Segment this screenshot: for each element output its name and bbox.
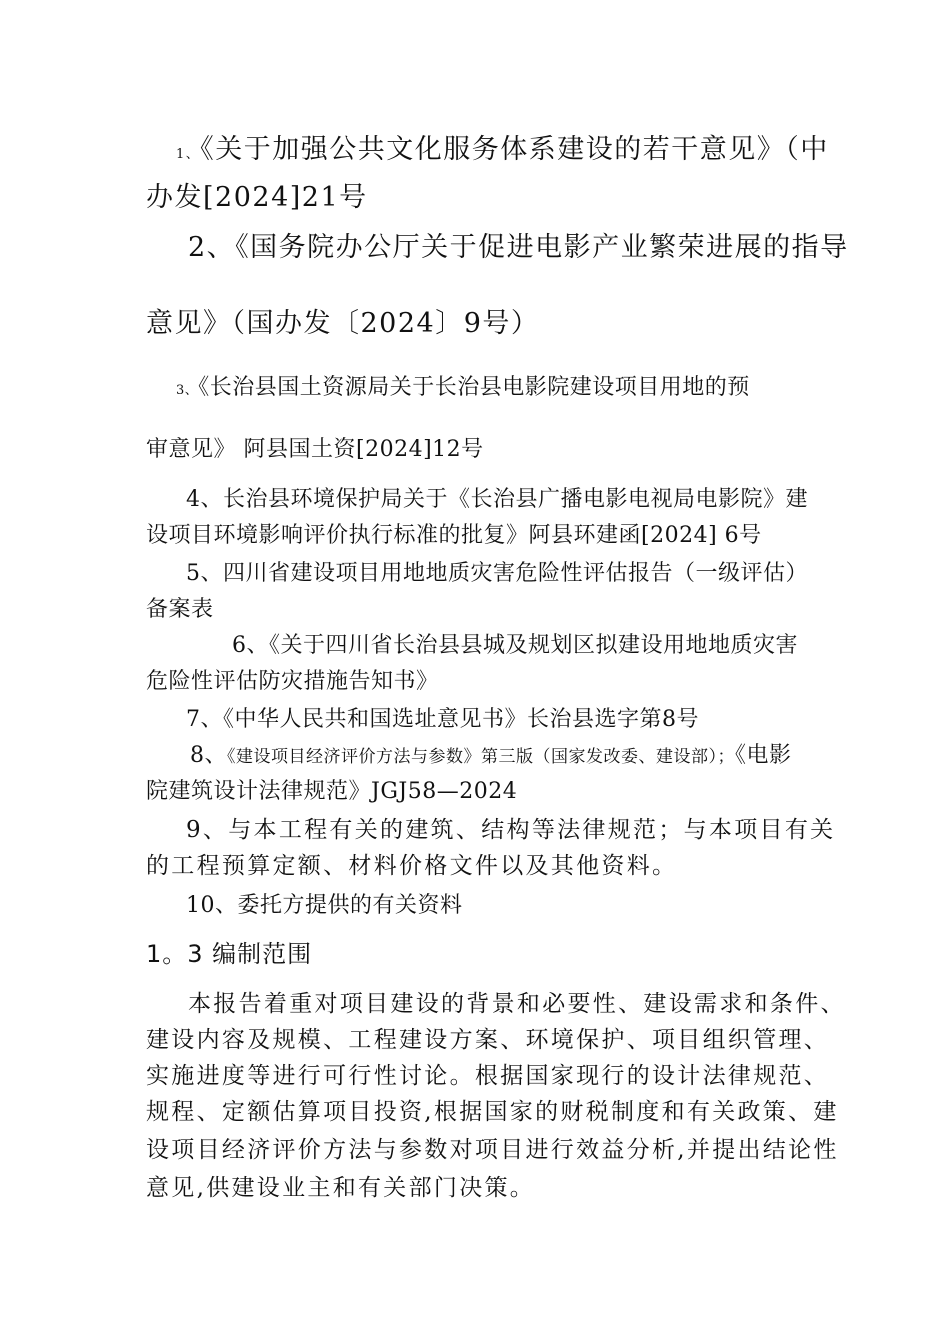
- reference-item-3-text: 《长治县国土资源局关于长治县电影院建设项目用地的预: [198, 375, 750, 400]
- paragraph-line-1: 本报告着重对项目建设的背景和必要性、建设需求和条件、: [188, 991, 846, 1017]
- reference-item-7: 7、《中华人民共和国选址意见书》长治县选字第8号: [186, 707, 699, 732]
- reference-item-1-line-1: [176, 134, 829, 171]
- reference-item-3-line-1: [176, 372, 750, 407]
- reference-item-2-line-1: [188, 232, 849, 264]
- reference-item-9-line-1: 9、与本工程有关的建筑、结构等法律规范；与本项目有关: [186, 817, 836, 843]
- reference-item-3-number: 3、: [176, 383, 199, 398]
- reference-item-2-line-2: 意见》（国办发〔2024〕9号）: [146, 308, 540, 339]
- paragraph-line-5: 设项目经济评价方法与参数对项目进行效益分析,并提出结论性: [146, 1137, 839, 1163]
- paragraph-line-4: 规程、定额估算项目投资,根据国家的财税制度和有关政策、建: [146, 1099, 839, 1125]
- reference-item-4-line-2: 设项目环境影响评价执行标准的批复》阿县环建函[2024] 6号: [146, 523, 762, 548]
- reference-item-8-line-2: 院建筑设计法律规范》JGJ58—2024: [146, 779, 518, 804]
- reference-item-8-number: 8、: [190, 743, 227, 768]
- reference-item-6-line-2: 危险性评估防灾措施告知书》: [146, 669, 439, 694]
- reference-item-8-rest: 《电影: [735, 743, 792, 768]
- reference-item-9-line-2: 的工程预算定额、材料价格文件以及其他资料。: [146, 853, 678, 879]
- reference-item-10: 10、委托方提供的有关资料: [186, 893, 463, 918]
- reference-item-8-line-1: [190, 740, 792, 773]
- reference-item-4-line-1: 4、长治县环境保护局关于《长治县广播电影电视局电影院》建: [186, 487, 808, 512]
- paragraph-line-6: 意见,供建设业主和有关部门决策。: [146, 1175, 536, 1201]
- reference-item-6-line-1: 6、《关于四川省长治县县城及规划区拟建设用地地质灾害: [232, 633, 798, 658]
- reference-item-5-line-1: 5、四川省建设项目用地地质灾害危险性评估报告（一级评估）: [186, 561, 808, 586]
- reference-item-3-line-2: 审意见》 阿县国土资[2024]12号: [146, 437, 484, 462]
- reference-item-5-line-2: 备案表: [146, 597, 214, 622]
- section-heading: 1。3 编制范围: [146, 940, 313, 968]
- paragraph-line-2: 建设内容及规模、工程建设方案、环境保护、项目组织管理、: [146, 1027, 830, 1053]
- paragraph-line-3: 实施进度等进行可行性讨论。根据国家现行的设计法律规范、: [146, 1063, 830, 1089]
- reference-item-8-small-text: 《建设项目经济评价方法与参数》第三版（国家发改委、建设部）；: [227, 747, 735, 767]
- reference-item-2-number: 2、: [188, 232, 236, 263]
- reference-item-1-number: 1、: [176, 147, 201, 162]
- reference-item-1-line-2: 办发[2024]21号: [146, 182, 368, 213]
- reference-item-1-text: 《关于加强公共文化服务体系建设的若干意见》（中: [200, 134, 829, 165]
- reference-item-2-text: 《国务院办公厅关于促进电影产业繁荣进展的指导: [235, 232, 849, 263]
